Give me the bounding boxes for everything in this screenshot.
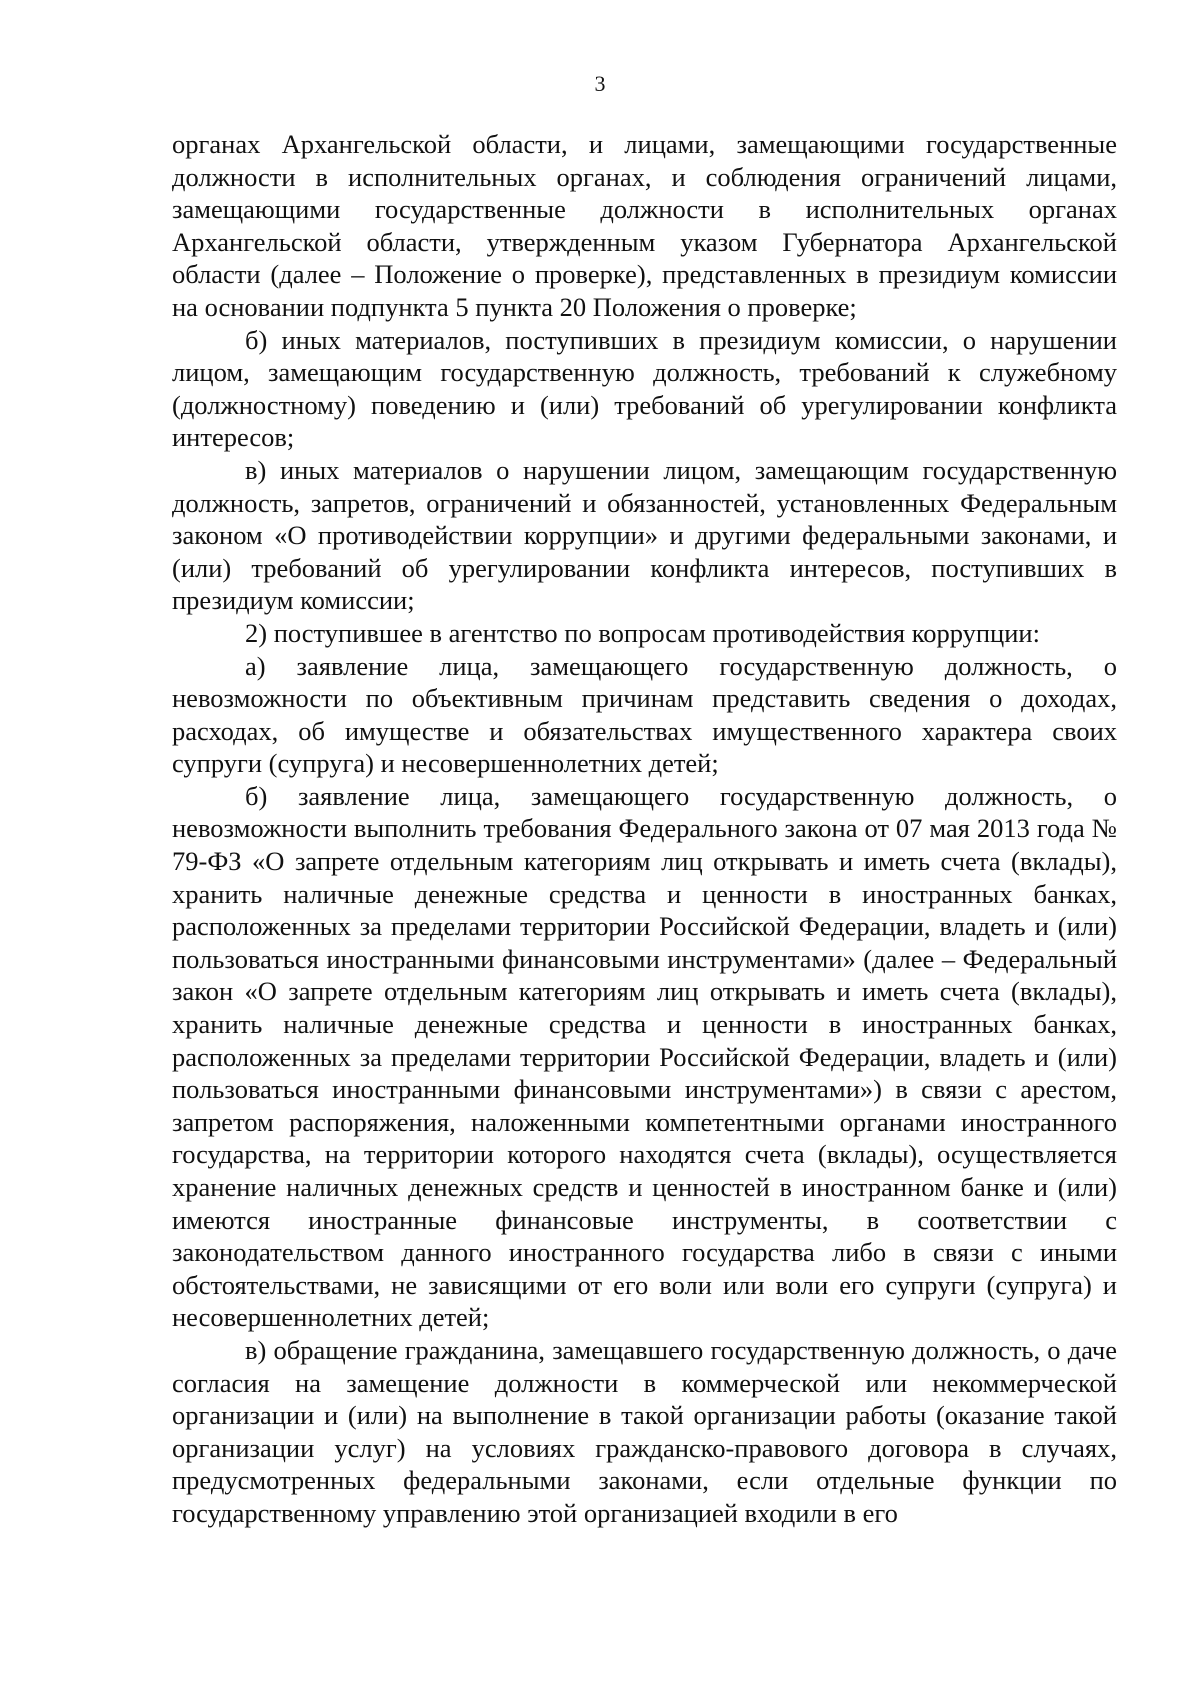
page-number: 3 — [594, 71, 606, 96]
paragraph-item-a-statement: а) заявление лица, замещающего государственную должность, о невозможности по объективным причинам представить сведения о доходах, расходах, об имуществе и обязательствах имущественного характера своих супруги (супруга) и несовершеннолетних детей; — [172, 650, 1117, 779]
paragraph-continuation: органах Архангельской области, и лицами, замещающими государственные должности в исполнительных органах, и соблюдения ограничений лицами, замещающими государственные должности в исполнительных органах Архангельской области, утвержденным указом Губернатора Архангельской области (далее – Положение о проверке), представленных в президиум комиссии на основании подпункта 5 пункта 20 Положения о проверке; — [172, 129, 1117, 322]
paragraph-item-v-materials: в) иных материалов о нарушении лицом, замещающим государственную должность, запретов, ограничений и обязанностей, установленных Федеральным законом «О противодействии коррупции» и другими федеральными законами, и (или) требований об урегулировании конфликта интересов, поступивших в президиум комиссии; — [172, 454, 1117, 616]
paragraph-item-b-statement: б) заявление лица, замещающего государственную должность, о невозможности выполнить требования Федерального закона от 07 мая 2013 года № 79-ФЗ «О запрете отдельным категориям лиц открывать и иметь счета (вклады), хранить наличные денежные средства и ценности в иностранных банках, расположенных за пределами территории Российской Федерации, владеть и (или) пользоваться иностранными финансовыми инструментами» (далее – Федеральный закон «О запрете отдельным категориям лиц открывать и иметь счета (вклады), хранить наличные денежные средства и ценности в иностранных банках, расположенных за пределами территории Российской Федерации, владеть и (или) пользоваться иностранными финансовыми инструментами») в связи с арестом, запретом распоряжения, наложенными компетентными органами иностранного государства, на территории которого находятся счета (вклады), осуществляется хранение наличных денежных средств и ценностей в иностранном банке и (или) имеются иностранные финансовые инструменты, в соответствии с законодательством данного иностранного государства либо в связи с иными обстоятельствами, не зависящими от его воли или воли его супруги (супруга) и несовершеннолетних детей; — [172, 780, 1117, 1333]
paragraph-item-b-materials: б) иных материалов, поступивших в президиум комиссии, о нарушении лицом, замещающим государственную должность, требований к служебному (должностному) поведению и (или) требований об урегулировании конфликта интересов; — [172, 324, 1117, 453]
paragraph-item-v-appeal: в) обращение гражданина, замещавшего государственную должность, о даче согласия на замещение должности в коммерческой или некоммерческой организации и (или) на выполнение в такой организации работы (оказание такой организации услуг) на условиях гражданско-правового договора в случаях, предусмотренных федеральными законами, если отдельные функции по государственному управлению этой организацией входили в его — [172, 1334, 1117, 1528]
paragraph-item-2: 2) поступившее в агентство по вопросам противодействия коррупции: — [245, 617, 1040, 648]
document-body — [172, 128, 1117, 1530]
